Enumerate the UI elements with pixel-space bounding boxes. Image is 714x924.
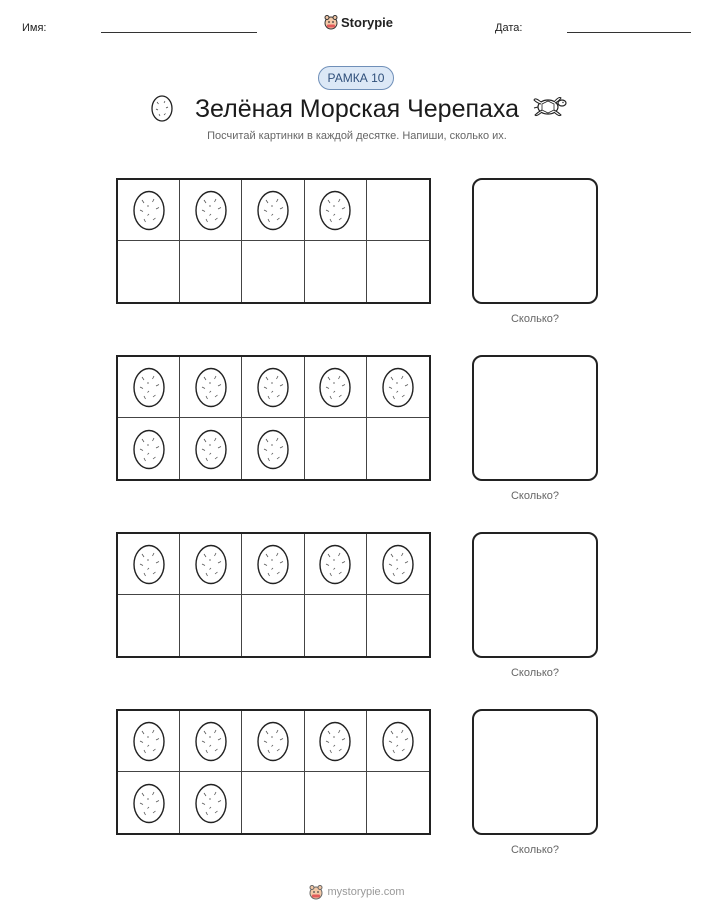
- egg-icon: [318, 366, 352, 408]
- ten-frame: [116, 178, 431, 304]
- frame-cell: [118, 418, 180, 479]
- egg-icon: [132, 366, 166, 408]
- egg-icon: [194, 720, 228, 762]
- date-line[interactable]: [567, 32, 691, 33]
- how-many-label: Сколько?: [510, 490, 560, 502]
- frame-cell: [305, 534, 367, 595]
- page-subtitle: Посчитай картинки в каждой десятке. Напиши, сколько их.: [207, 130, 507, 142]
- egg-icon: [194, 428, 228, 470]
- egg-icon: [256, 543, 290, 585]
- egg-icon: [318, 720, 352, 762]
- frame-cell: [118, 534, 180, 595]
- frame-cell: [367, 357, 429, 418]
- frame-cell: [118, 772, 180, 833]
- frame-cell: [367, 534, 429, 595]
- frame-cell: [242, 534, 304, 595]
- egg-icon: [318, 543, 352, 585]
- frame-cell: [305, 357, 367, 418]
- frame-cell: [180, 772, 242, 833]
- egg-icon: [132, 189, 166, 231]
- egg-icon: [256, 366, 290, 408]
- frame-cell: [367, 418, 429, 479]
- egg-icon: [256, 720, 290, 762]
- how-many-label: Сколько?: [510, 844, 560, 856]
- egg-icon: [256, 428, 290, 470]
- frame-cell: [242, 711, 304, 772]
- frame-cell: [305, 711, 367, 772]
- name-label: Имя:: [22, 22, 47, 34]
- how-many-label: Сколько?: [510, 667, 560, 679]
- egg-icon: [132, 720, 166, 762]
- frame-cell: [242, 418, 304, 479]
- frame-cell: [242, 180, 304, 241]
- ten-frame: [116, 355, 431, 481]
- egg-icon: [194, 366, 228, 408]
- sea-turtle-icon: [532, 94, 568, 120]
- frame-cell: [242, 772, 304, 833]
- egg-icon: [381, 720, 415, 762]
- how-many-label: Сколько?: [510, 313, 560, 325]
- frame-cell: [118, 711, 180, 772]
- egg-icon: [318, 189, 352, 231]
- ten-frame: [116, 532, 431, 658]
- answer-box[interactable]: [472, 355, 598, 481]
- answer-box[interactable]: [472, 178, 598, 304]
- frame-cell: [305, 241, 367, 302]
- frame-cell: [367, 595, 429, 656]
- frame-cell: [305, 180, 367, 241]
- egg-icon: [381, 366, 415, 408]
- frame-cell: [180, 241, 242, 302]
- egg-icon: [194, 543, 228, 585]
- frame-cell: [118, 180, 180, 241]
- frame-cell: [180, 418, 242, 479]
- frame-cell: [118, 241, 180, 302]
- frame-cell: [367, 772, 429, 833]
- frame-cell: [180, 534, 242, 595]
- frame-cell: [180, 180, 242, 241]
- egg-icon: [132, 782, 166, 824]
- egg-icon: [381, 543, 415, 585]
- footer-url[interactable]: mystorypie.com: [327, 886, 405, 898]
- frame-cell: [305, 418, 367, 479]
- frame-cell: [180, 357, 242, 418]
- frame-cell: [180, 595, 242, 656]
- storypie-logo-icon: [324, 14, 338, 30]
- frame-cell: [118, 595, 180, 656]
- answer-box[interactable]: [472, 709, 598, 835]
- frame-cell: [118, 357, 180, 418]
- frame-cell: [242, 357, 304, 418]
- egg-icon: [194, 782, 228, 824]
- frame-cell: [305, 595, 367, 656]
- egg-icon: [132, 543, 166, 585]
- frame-cell: [242, 241, 304, 302]
- date-label: Дата:: [495, 22, 523, 34]
- brand-name: Storypie: [341, 14, 394, 30]
- name-line[interactable]: [101, 32, 257, 33]
- storypie-logo-icon: [309, 884, 323, 900]
- egg-icon: [194, 189, 228, 231]
- frame-cell: [242, 595, 304, 656]
- ten-frame: [116, 709, 431, 835]
- egg-icon: [256, 189, 290, 231]
- frame-cell: [367, 711, 429, 772]
- frame-badge: РАМКА 10: [318, 66, 394, 90]
- frame-cell: [180, 711, 242, 772]
- frame-cell: [305, 772, 367, 833]
- brand-logo: [324, 14, 393, 30]
- footer: [0, 884, 714, 900]
- egg-icon: [132, 428, 166, 470]
- frame-cell: [367, 241, 429, 302]
- answer-box[interactable]: [472, 532, 598, 658]
- frame-cell: [367, 180, 429, 241]
- page-title: Зелёная Морская Черепаха: [194, 95, 520, 123]
